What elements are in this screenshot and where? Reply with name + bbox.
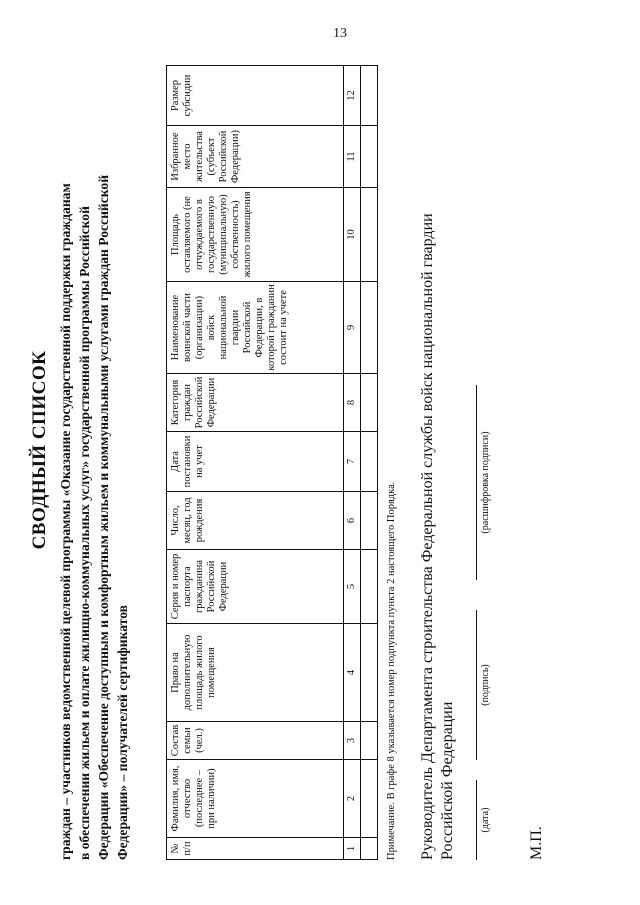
- stamp-place: М.П.: [528, 826, 545, 860]
- decode-line: [476, 385, 477, 580]
- table-cell: [361, 624, 378, 722]
- column-header: Фамилия, имя, отчество (последнее – при наличии): [167, 760, 344, 838]
- recipients-table: [166, 65, 378, 860]
- subtitle-line: граждан – участников ведомственной целевой программы «Оказание государственной поддержки гражданам: [58, 183, 73, 860]
- column-header: Число, месяц, год рождения: [167, 492, 344, 550]
- table-note: Примечание. В графе 8 указывается номер подпункта пункта 2 настоящего Порядка.: [386, 481, 397, 860]
- column-number: 10: [344, 188, 361, 282]
- table-row: [361, 66, 378, 860]
- table-cell: [361, 838, 378, 860]
- signer-line: Российской Федерации: [439, 701, 456, 860]
- column-number: 4: [344, 624, 361, 722]
- column-header: Размер субсидии: [167, 66, 344, 126]
- signer-line: Руководитель Департамента строительства Федеральной службы войск национальной гвардии: [419, 213, 436, 860]
- signer-title: [418, 213, 458, 860]
- date-line: [476, 780, 477, 860]
- signature-row: [476, 380, 506, 860]
- table-cell: [361, 492, 378, 550]
- column-number: 12: [344, 66, 361, 126]
- column-number: 9: [344, 282, 361, 374]
- column-header: Состав семьи (чел.): [167, 722, 344, 760]
- column-header: Избранное место жительства (субъект Российской Федерации): [167, 126, 344, 188]
- column-header: Право на дополнительную площадь жилого помещения: [167, 624, 344, 722]
- decode-caption: (расшифровка подписи): [480, 431, 491, 534]
- table-cell: [361, 126, 378, 188]
- table-cell: [361, 760, 378, 838]
- date-caption: (дата): [480, 807, 491, 833]
- column-number: 2: [344, 760, 361, 838]
- table-cell: [361, 66, 378, 126]
- document-subtitle: [56, 40, 132, 860]
- column-number: 1: [344, 838, 361, 860]
- column-number: 6: [344, 492, 361, 550]
- document-header: [28, 40, 132, 860]
- column-number: 8: [344, 374, 361, 432]
- column-header: Категория граждан Российской Федерации: [167, 374, 344, 432]
- signature-line: [476, 610, 477, 760]
- signature-caption: (подпись): [480, 664, 491, 706]
- subtitle-line: Федерации «Обеспечение доступным и комфортным жильем и коммунальными услугами граждан Российской: [96, 174, 111, 860]
- document-title: СВОДНЫЙ СПИСОК: [29, 350, 50, 550]
- column-header: Площадь оставляемого (не отчуждаемого в государственную (муниципальную) собственность) жилого помещения: [167, 188, 344, 282]
- table-cell: [361, 550, 378, 624]
- column-number: 5: [344, 550, 361, 624]
- column-number: 3: [344, 722, 361, 760]
- column-header: Дата постановки на учет: [167, 432, 344, 492]
- column-number: 7: [344, 432, 361, 492]
- column-header: Наименование воинской части (организации) войск национальной гвардии Российской Федерации, в которой гражданин состоит на учете: [167, 282, 344, 374]
- table-cell: [361, 188, 378, 282]
- column-number-row: [344, 66, 361, 860]
- table-cell: [361, 432, 378, 492]
- column-header: № п/п: [167, 838, 344, 860]
- column-header: Серия и номер паспорта гражданина Российской Федерации: [167, 550, 344, 624]
- subtitle-line: в обеспечении жильем и оплате жилищно-коммунальных услуг» государственной программы Российской: [77, 206, 92, 860]
- table-header-row: [167, 66, 344, 860]
- rotated-landscape-content: [28, 40, 618, 860]
- subtitle-line: Федерации» – получателей сертификатов: [115, 604, 130, 860]
- page-number: 13: [333, 26, 347, 41]
- table-cell: [361, 282, 378, 374]
- column-number: 11: [344, 126, 361, 188]
- table-cell: [361, 722, 378, 760]
- table-cell: [361, 374, 378, 432]
